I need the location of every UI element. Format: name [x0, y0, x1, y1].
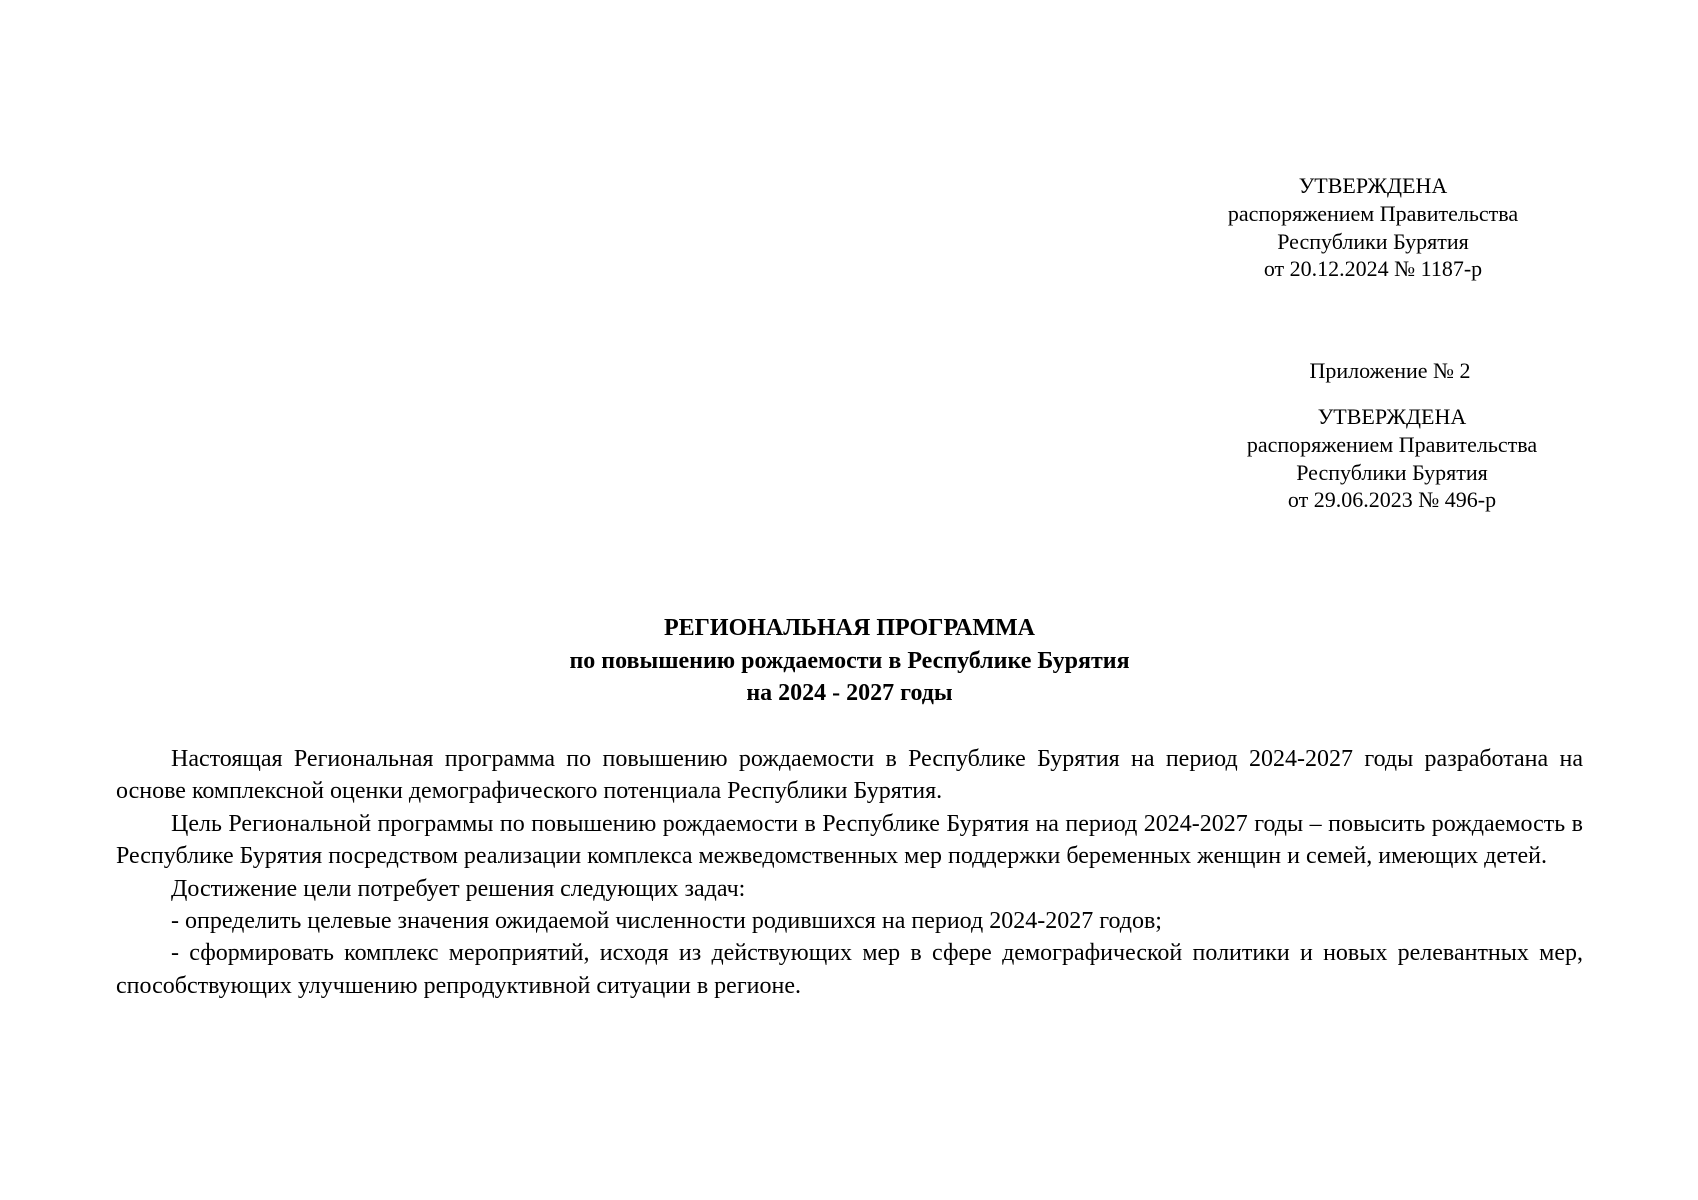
approval-heading: УТВЕРЖДЕНА — [1298, 173, 1448, 198]
approval-region: Республики Бурятия — [1277, 228, 1469, 254]
list-item: - определить целевые значения ожидаемой численности родившихся на период 2024-2027 годов; — [171, 908, 1162, 935]
appendix-label: Приложение № 2 — [1309, 358, 1471, 383]
approval-issuer: распоряжением Правительства — [1246, 431, 1538, 457]
list-item: - сформировать комплекс мероприятий, исходя из действующих мер в сфере демографической политики и новых релевантных мер, способствующих улучшению репродуктивной ситуации в регионе. — [116, 940, 1583, 999]
paragraph: Цель Региональной программы по повышению рождаемости в Республике Бурятия на период 2024-2027 годы – повысить рождаемость в Республике Бурятия посредством реализации комплекса межведомственных мер поддержки беременных женщин и семей, имеющих детей. — [116, 810, 1583, 870]
document-title — [116, 612, 1583, 710]
approval-heading: УТВЕРЖДЕНА — [1317, 404, 1467, 429]
document-body — [116, 743, 1583, 1002]
approval-date-number: от 20.12.2024 № 1187-р — [1263, 256, 1483, 282]
approval-stamp-original — [1192, 403, 1592, 514]
approval-region: Республики Бурятия — [1296, 459, 1488, 485]
paragraph: Настоящая Региональная программа по повышению рождаемости в Республике Бурятия на период 2024-2027 годы разработана на основе комплексной оценки демографического потенциала Республики Бурятия. — [116, 746, 1583, 805]
approval-stamp-current — [1173, 172, 1573, 283]
paragraph: Достижение цели потребует решения следующих задач: — [171, 875, 746, 902]
title-line-2: по повышению рождаемости в Республике Бурятия — [569, 647, 1130, 674]
title-line-3: на 2024 - 2027 годы — [746, 680, 953, 706]
approval-issuer: распоряжением Правительства — [1227, 200, 1519, 226]
approval-date-number: от 29.06.2023 № 496-р — [1287, 487, 1497, 513]
title-line-1: РЕГИОНАЛЬНАЯ ПРОГРАММА — [663, 615, 1036, 641]
